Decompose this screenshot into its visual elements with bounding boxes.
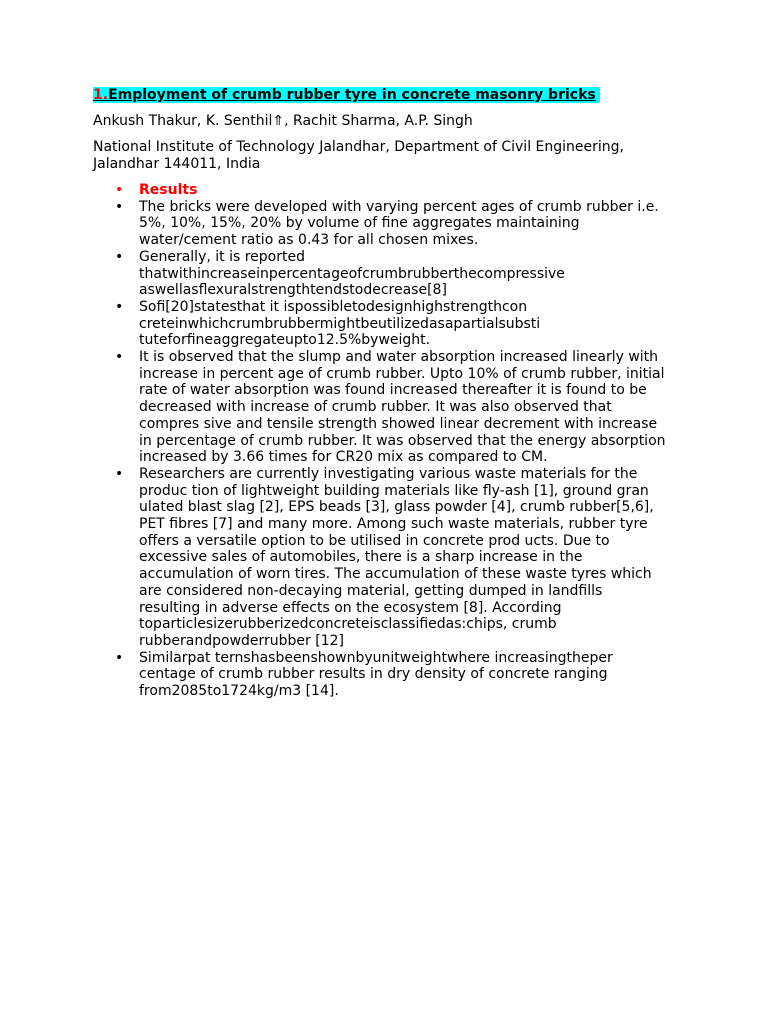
bullet-icon: • [115, 198, 124, 215]
bullet-line: offers a versatile option to be utilised in concrete prod ucts. Due to [139, 532, 610, 549]
bullet-item [93, 466, 683, 650]
bullet-line: PET fibres [7] and many more. Among such waste materials, rubber tyre [139, 516, 648, 533]
bullet-line: increase in percent age of crumb rubber. Upto 10% of crumb rubber, initial [139, 365, 665, 382]
bullet-line: increased by 3.66 times for CR20 mix as compared to CM. [139, 449, 548, 466]
bullet-icon: • [115, 182, 124, 198]
bullet-line: decreased with increase of crumb rubber. It was also observed that [139, 399, 612, 416]
bullet-line: rate of water absorption was found increased thereafter it is found to be [139, 382, 647, 399]
title-text: Employment of crumb rubber tyre in concrete masonry bricks [108, 87, 596, 103]
bullet-item [93, 349, 683, 466]
section-heading-text: Results [139, 182, 198, 198]
bullet-item [93, 650, 683, 700]
bullet-line: water/cement ratio as 0.43 for all chosen mixes. [139, 232, 479, 249]
bullet-line: thatwithincreaseinpercentageofcrumbrubberthecompressive [139, 265, 565, 282]
title-number: 1. [93, 87, 109, 103]
bullet-icon: • [115, 465, 124, 482]
bullet-item [93, 249, 683, 299]
bullet-line: toparticlesizerubberizedconcreteisclassifiedas:chips, crumb [139, 616, 557, 633]
bullet-icon: • [115, 248, 124, 265]
affiliation [93, 139, 683, 173]
bullet-line: aswellasflexuralstrengthtendstodecrease[8] [139, 282, 447, 299]
bullet-icon: • [115, 349, 124, 366]
bullet-line: centage of crumb rubber results in dry density of concrete ranging [139, 666, 608, 683]
author-list: Ankush Thakur, K. Senthil⇑, Rachit Sharma, A.P. Singh [93, 113, 473, 129]
bullet-line: excessive sales of automobiles, there is a sharp increase in the [139, 549, 583, 566]
document-page [93, 86, 683, 700]
bullet-icon: • [115, 298, 124, 315]
bullet-line: Researchers are currently investigating various waste materials for the [139, 465, 638, 482]
bullet-line: resulting in adverse effects on the ecosystem [8]. According [139, 599, 562, 616]
bullet-line: ulated blast slag [2], EPS beads [3], glass powder [4], crumb rubber[5,6], [139, 499, 654, 516]
bullet-line: The bricks were developed with varying percent ages of crumb rubber i.e. [139, 198, 659, 215]
bullet-line: produc tion of lightweight building materials like fly-ash [1], ground gran [139, 482, 649, 499]
document-title [93, 86, 683, 105]
bullet-line: Similarpat ternshasbeenshownbyunitweightwhere increasingtheper [139, 649, 613, 666]
bullet-line: are considered non-decaying material, getting dumped in landfills [139, 582, 603, 599]
bullet-item [93, 299, 683, 349]
bullet-line: It is observed that the slump and water absorption increased linearly with [139, 349, 659, 366]
title-highlight [93, 87, 600, 103]
bullet-line: compres sive and tensile strength showed linear decrement with increase [139, 415, 658, 432]
bullet-line: accumulation of worn tires. The accumulation of these waste tyres which [139, 566, 652, 583]
affiliation-line: National Institute of Technology Jalandhar, Department of Civil Engineering, [93, 139, 624, 155]
bullet-line: from2085to1724kg/m3 [14]. [139, 683, 339, 700]
bullet-line: in percentage of crumb rubber. It was observed that the energy absorption [139, 432, 666, 449]
bullet-icon: • [115, 649, 124, 666]
bullet-line: Sofi[20]statesthat it ispossibletodesignhighstrengthcon [139, 298, 528, 315]
bullet-item [93, 199, 683, 249]
bullet-line: Generally, it is reported [139, 248, 305, 265]
bullet-line: tuteforfineaggregateupto12.5%byweight. [139, 332, 431, 349]
section-heading-results [93, 182, 683, 199]
bullet-line: 5%, 10%, 15%, 20% by volume of fine aggregates maintaining [139, 215, 580, 232]
affiliation-line: Jalandhar 144011, India [93, 156, 261, 172]
bullet-line: rubberandpowderrubber [12] [139, 632, 344, 649]
results-bullet-list [93, 182, 683, 700]
bullet-line: creteinwhichcrumbrubbermightbeutilizedasapartialsubsti [139, 315, 541, 332]
